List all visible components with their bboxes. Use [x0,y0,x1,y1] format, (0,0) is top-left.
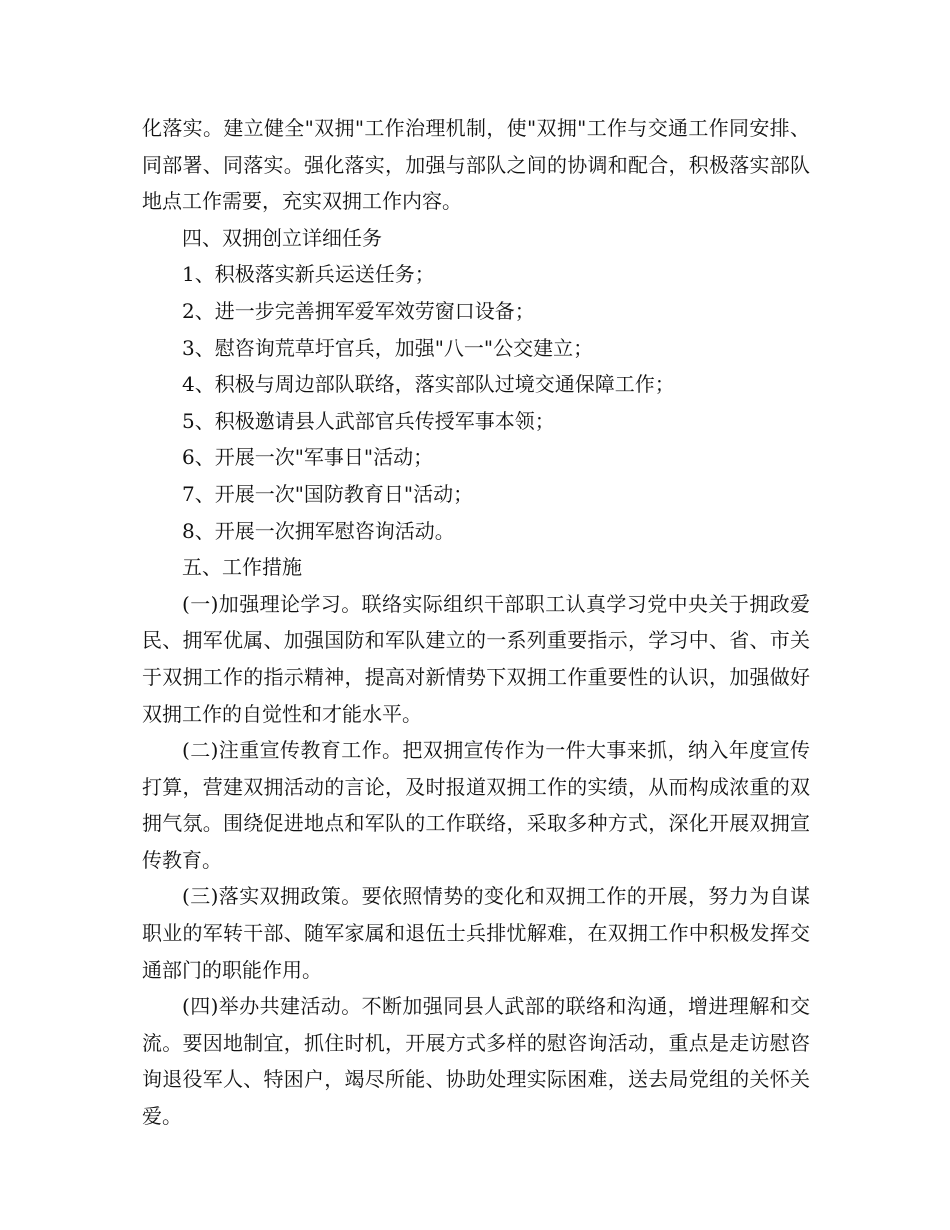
task-item-4: 4、积极与周边部队联络，落实部队过境交通保障工作； [182,372,675,397]
task-item-3: 3、慰咨询荒草圩官兵，加强"八一"公交建立； [182,335,594,360]
document-body [142,110,810,1135]
task-item-1: 1、积极落实新兵运送任务； [182,262,435,287]
section-heading-5: 五、工作措施 [182,555,302,580]
task-item-2: 2、进一步完善拥军爱军效劳窗口设备； [182,298,535,323]
measure-paragraph-4: (四)举办共建活动。不断加强同县人武部的联络和沟通，增进理解和交流。要因地制宜，抓住时机，开展方式多样的慰咨询活动，重点是走访慰咨询退役军人、特困户，竭尽所能、协助处理实际困难，送去局党组的关怀关爱。 [142,994,810,1129]
section-heading-4: 四、双拥创立详细任务 [182,225,382,250]
paragraph-continuation: 化落实。建立健全"双拥"工作治理机制，使"双拥"工作与交通工作同安排、同部署、同落实。强化落实，加强与部队之间的协调和配合，积极落实部队地点工作需要，充实双拥工作内容。 [142,116,810,214]
task-item-5: 5、积极邀请县人武部官兵传授军事本领； [182,408,555,433]
task-item-6: 6、开展一次"军事日"活动； [182,445,434,470]
task-item-8: 8、开展一次拥军慰咨询活动。 [182,518,455,543]
task-item-7: 7、开展一次"国防教育日"活动； [182,481,474,506]
measure-paragraph-2: (二)注重宣传教育工作。把双拥宣传作为一件大事来抓，纳入年度宣传打算，营建双拥活动的言论，及时报道双拥工作的实绩，从而构成浓重的双拥气氛。围绕促进地点和军队的工作联络，采取多种方式，深化开展双拥宣传教育。 [142,738,810,872]
measure-paragraph-3: (三)落实双拥政策。要依照情势的变化和双拥工作的开展，努力为自谋职业的军转干部、随军家属和退伍士兵排忧解难，在双拥工作中积极发挥交通部门的职能作用。 [142,884,810,982]
measure-paragraph-1: (一)加强理论学习。联络实际组织干部职工认真学习党中央关于拥政爱民、拥军优属、加强国防和军队建立的一系列重要指示，学习中、省、市关于双拥工作的指示精神，提高对新情势下双拥工作重要性的认识，加强做好双拥工作的自觉性和才能水平。 [142,591,810,726]
